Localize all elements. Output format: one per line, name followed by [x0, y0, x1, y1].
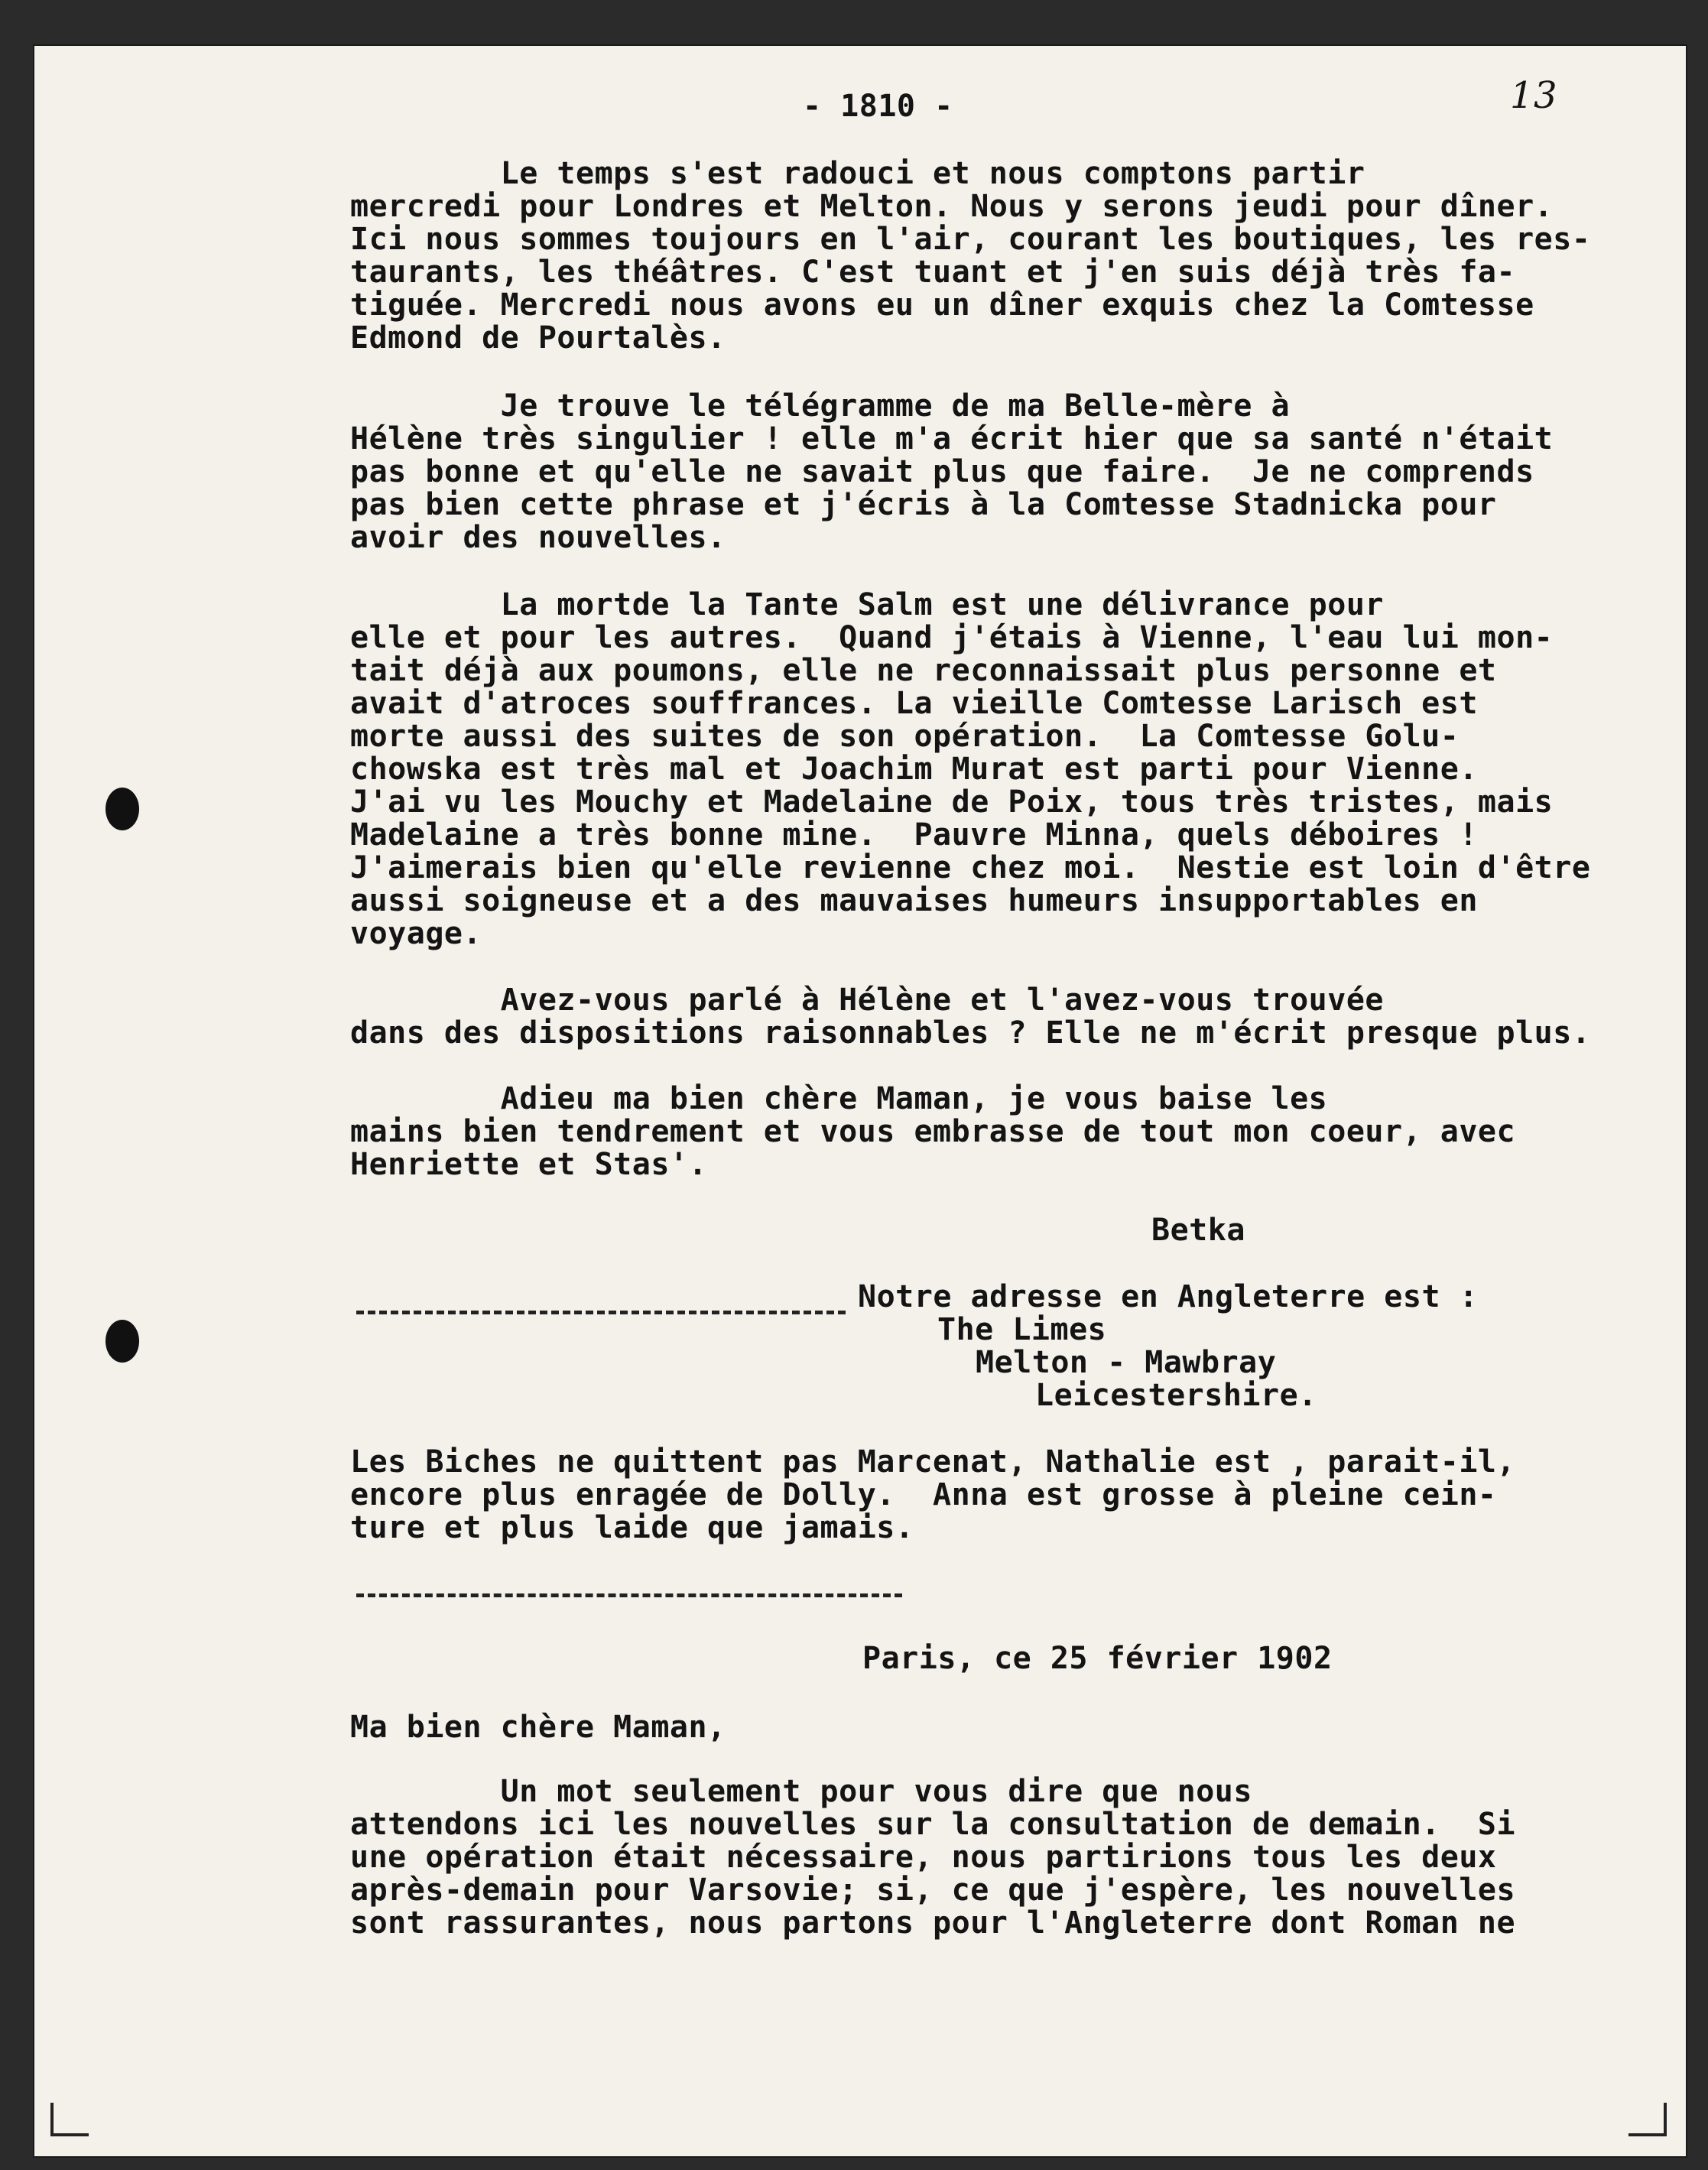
paragraph-line: elle et pour les autres. Quand j'étais à Vienne, l'eau lui mon-	[350, 620, 1554, 655]
paragraph-line: sont rassurantes, nous partons pour l'Angleterre dont Roman ne	[350, 1905, 1516, 1941]
paragraph-line: attendons ici les nouvelles sur la consultation de demain. Si	[350, 1807, 1516, 1842]
paragraph-line: mains bien tendrement et vous embrasse de tout mon coeur, avec	[350, 1114, 1516, 1149]
address-line: The Limes	[937, 1312, 1107, 1347]
address-note: Notre adresse en Angleterre est :	[858, 1279, 1479, 1314]
postscript-line: ture et plus laide que jamais.	[350, 1510, 914, 1545]
paragraph-line: avoir des nouvelles.	[350, 520, 726, 555]
paragraph-line: dans des dispositions raisonnables ? Elle ne m'écrit presque plus.	[350, 1015, 1591, 1051]
paragraph-line: pas bien cette phrase et j'écris à la Comtesse Stadnicka pour	[350, 487, 1497, 522]
corner-mark-icon	[50, 2103, 89, 2136]
punch-hole-icon	[106, 1320, 139, 1363]
salutation: Ma bien chère Maman,	[350, 1710, 726, 1745]
corner-mark-icon	[1628, 2103, 1667, 2136]
paragraph-line: Adieu ma bien chère Maman, je vous baise les	[350, 1081, 1328, 1116]
address-line: Melton - Mawbray	[976, 1345, 1277, 1380]
paragraph-line: Avez-vous parlé à Hélène et l'avez-vous trouvée	[350, 983, 1385, 1018]
paragraph-line: Hélène très singulier ! elle m'a écrit hier que sa santé n'était	[350, 421, 1554, 456]
paragraph-line: J'aimerais bien qu'elle revienne chez moi. Nestie est loin d'être	[350, 850, 1591, 885]
punch-hole-icon	[106, 788, 139, 830]
paragraph-line: Ici nous sommes toujours en l'air, courant les boutiques, les res-	[350, 222, 1591, 257]
dashed-rule	[356, 1311, 846, 1314]
paragraph-line: tait déjà aux poumons, elle ne reconnaissait plus personne et	[350, 653, 1497, 688]
paragraph-line: Henriette et Stas'.	[350, 1147, 708, 1182]
paragraph-line: chowska est très mal et Joachim Murat est parti pour Vienne.	[350, 752, 1478, 787]
paragraph-line: morte aussi des suites de son opération. La Comtesse Golu-	[350, 719, 1460, 754]
paragraph-line: pas bonne et qu'elle ne savait plus que faire. Je ne comprends	[350, 454, 1534, 489]
paragraph-line: mercredi pour Londres et Melton. Nous y serons jeudi pour dîner.	[350, 189, 1554, 224]
paragraph-line: Le temps s'est radouci et nous comptons partir	[350, 156, 1365, 191]
signature: Betka	[1151, 1213, 1245, 1248]
paragraph-line: La mortde la Tante Salm est une délivrance pour	[350, 587, 1385, 622]
page-number: - 1810 -	[803, 89, 953, 124]
dashed-rule	[356, 1593, 902, 1597]
postscript-line: Les Biches ne quittent pas Marcenat, Nathalie est , parait-il,	[350, 1444, 1516, 1480]
paragraph-line: voyage.	[350, 916, 482, 951]
date-line: Paris, ce 25 février 1902	[862, 1641, 1333, 1676]
paragraph-line: J'ai vu les Mouchy et Madelaine de Poix, tous très tristes, mais	[350, 785, 1554, 820]
paragraph-line: une opération était nécessaire, nous partirions tous les deux	[350, 1840, 1497, 1875]
postscript-line: encore plus enragée de Dolly. Anna est grosse à pleine cein-	[350, 1477, 1497, 1512]
paragraph-line: taurants, les théâtres. C'est tuant et j'en suis déjà très fa-	[350, 255, 1516, 290]
paragraph-line: Madelaine a très bonne mine. Pauvre Minna, quels déboires !	[350, 817, 1478, 853]
paragraph-line: Je trouve le télégramme de ma Belle-mère à	[350, 388, 1291, 424]
paragraph-line: Un mot seulement pour vous dire que nous	[350, 1774, 1252, 1809]
paragraph-line: avait d'atroces souffrances. La vieille Comtesse Larisch est	[350, 686, 1478, 721]
paragraph-line: après-demain pour Varsovie; si, ce que j'espère, les nouvelles	[350, 1873, 1516, 1908]
paragraph-line: tiguée. Mercredi nous avons eu un dîner exquis chez la Comtesse	[350, 287, 1534, 323]
address-line: Leicestershire.	[1035, 1378, 1317, 1413]
handwritten-folio: 13	[1510, 74, 1558, 117]
paragraph-line: Edmond de Pourtalès.	[350, 320, 726, 356]
paragraph-line: aussi soigneuse et a des mauvaises humeurs insupportables en	[350, 883, 1478, 918]
